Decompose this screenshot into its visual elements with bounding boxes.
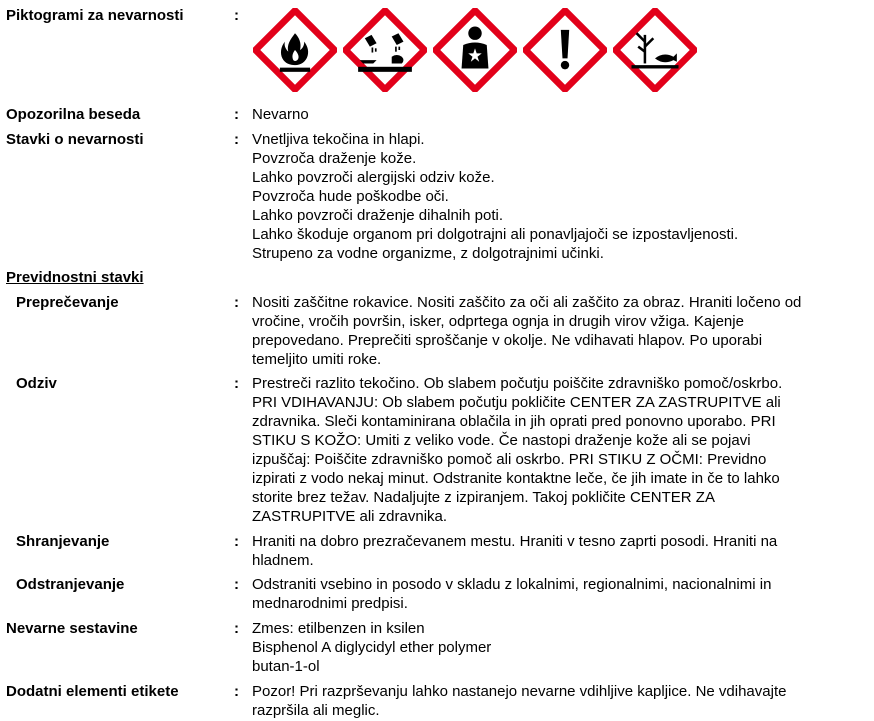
hazard-statement: Povzroča hude poškodbe oči. [252, 188, 449, 205]
disposal-text [252, 575, 862, 613]
hazardous-ingredients-label: Nevarne sestavine [6, 620, 138, 637]
prevention-text [252, 293, 862, 369]
additional-elements-text [252, 682, 862, 720]
text-line: STIKU S KOŽO: Umiti z veliko vode. Če nastopi draženje kože ali se pojavi [252, 432, 751, 449]
colon: : [234, 620, 239, 637]
precautionary-heading: Previdnostni stavki [6, 269, 144, 286]
environment-icon [613, 8, 697, 92]
prevention-label: Preprečevanje [16, 294, 119, 311]
colon: : [234, 533, 239, 550]
hazardous-ingredients-list [252, 619, 862, 676]
hazard-statement: Vnetljiva tekočina in hlapi. [252, 131, 425, 148]
pictograms-label: Piktogrami za nevarnosti [6, 7, 184, 24]
colon: : [234, 106, 239, 123]
ingredient-item: Bisphenol A diglycidyl ether polymer [252, 639, 492, 656]
colon: : [234, 683, 239, 700]
text-line: prepovedano. Preprečiti sproščanje v okolje. Ne vdihavati hlapov. Po uporabi [252, 332, 763, 349]
text-line: Pozor! Pri razprševanju lahko nastanejo nevarne vdihljive kapljice. Ne vdihavajte [252, 683, 787, 700]
text-line: mednarodnimi predpisi. [252, 595, 408, 612]
ingredient-item: butan-1-ol [252, 658, 320, 675]
colon: : [234, 131, 239, 148]
text-line: zdravnika. Sleči kontaminirana oblačila in jih oprati pred ponovno uporabo. PRI [252, 413, 776, 430]
text-line: razpršila ali meglic. [252, 702, 380, 719]
disposal-label: Odstranjevanje [16, 576, 125, 593]
hazard-statements-list [252, 130, 862, 263]
response-label: Odziv [16, 375, 57, 392]
text-line: storite brez težav. Nadaljujte z izpiranjem. Takoj pokličite CENTER ZA [252, 489, 715, 506]
text-line: hladnem. [252, 552, 314, 569]
text-line: Nositi zaščitne rokavice. Nositi zaščito za oči ali zaščito za obraz. Hraniti ločeno od [252, 294, 802, 311]
text-line: PRI VDIHAVANJU: Ob slabem počutju pokličite CENTER ZA ZASTRUPITVE ali [252, 394, 781, 411]
text-line: Hraniti na dobro prezračevanem mestu. Hraniti v tesno zaprti posodi. Hraniti na [252, 533, 778, 550]
health-hazard-icon [433, 8, 517, 92]
colon: : [234, 7, 239, 24]
hazard-statements-label: Stavki o nevarnosti [6, 131, 144, 148]
pictograms-row [0, 6, 874, 96]
response-text [252, 374, 862, 526]
text-line: ZASTRUPITVE ali zdravnika. [252, 508, 448, 525]
text-line: vročine, vročih površin, isker, odprtega ognja in drugih virov vžiga. Kajenje [252, 313, 744, 330]
flame-icon [253, 8, 337, 92]
storage-text [252, 532, 862, 570]
text-line: temeljito umiti roke. [252, 351, 382, 368]
colon: : [234, 294, 239, 311]
text-line: Prestreči razlito tekočino. Ob slabem počutju poiščite zdravniško pomoč/oskrbo. [252, 375, 783, 392]
corrosion-icon [343, 8, 427, 92]
hazard-statement: Povzroča draženje kože. [252, 150, 417, 167]
ingredient-item: Zmes: etilbenzen in ksilen [252, 620, 425, 637]
hazard-statement: Lahko povzroči alergijski odziv kože. [252, 169, 495, 186]
hazard-statement: Lahko škoduje organom pri dolgotrajni ali ponavljajoči se izpostavljenosti. [252, 226, 739, 243]
signal-word-value: Nevarno [252, 106, 309, 123]
additional-elements-label: Dodatni elementi etikete [6, 683, 179, 700]
storage-label: Shranjevanje [16, 533, 110, 550]
hazard-statement: Lahko povzroči draženje dihalnih poti. [252, 207, 503, 224]
signal-word-label: Opozorilna beseda [6, 106, 141, 123]
colon: : [234, 576, 239, 593]
text-line: izpirati z vodo nekaj minut. Odstranite kontaktne leče, če jih imate in če to lahko [252, 470, 780, 487]
text-line: izpuščaj: Poiščite zdravniško pomoč ali oskrbo. PRI STIKU Z OČMI: Previdno [252, 451, 767, 468]
hazard-statement: Strupeno za vodne organizme, z dolgotrajnimi učinki. [252, 245, 604, 262]
text-line: Odstraniti vsebino in posodo v skladu z lokalnimi, regionalnimi, nacionalnimi in [252, 576, 772, 593]
exclamation-mark-icon [523, 8, 607, 92]
colon: : [234, 375, 239, 392]
